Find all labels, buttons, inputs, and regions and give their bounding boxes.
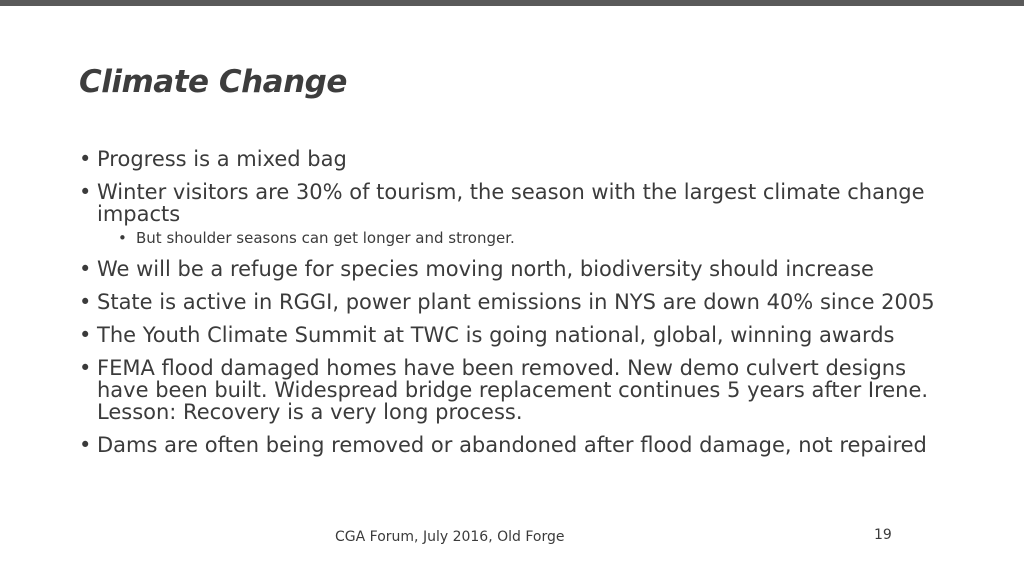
footer-text: CGA Forum, July 2016, Old Forge [335, 529, 565, 545]
bullet-item: • FEMA flood damaged homes have been removed. New demo culvert designs have been built. Widespread bridge replacement continues 5 years after Irene. Lesson: Recovery is a very long process. [79, 357, 959, 423]
bullet-item: • Dams are often being removed or abandoned after flood damage, not repaired [79, 434, 959, 456]
slide-title: Climate Change [79, 64, 347, 100]
bullet-item: • We will be a refuge for species moving north, biodiversity should increase [79, 258, 959, 280]
bullet-list [79, 148, 959, 467]
bullet-item: • Winter visitors are 30% of tourism, the season with the largest climate change impacts [79, 181, 959, 225]
bullet-item: • The Youth Climate Summit at TWC is going national, global, winning awards [79, 324, 959, 346]
sub-bullet-item: • But shoulder seasons can get longer and stronger. [79, 229, 959, 247]
top-accent-bar [0, 0, 1024, 6]
page-number: 19 [874, 527, 892, 543]
bullet-item: • State is active in RGGI, power plant emissions in NYS are down 40% since 2005 [79, 291, 959, 313]
bullet-item: • Progress is a mixed bag [79, 148, 959, 170]
